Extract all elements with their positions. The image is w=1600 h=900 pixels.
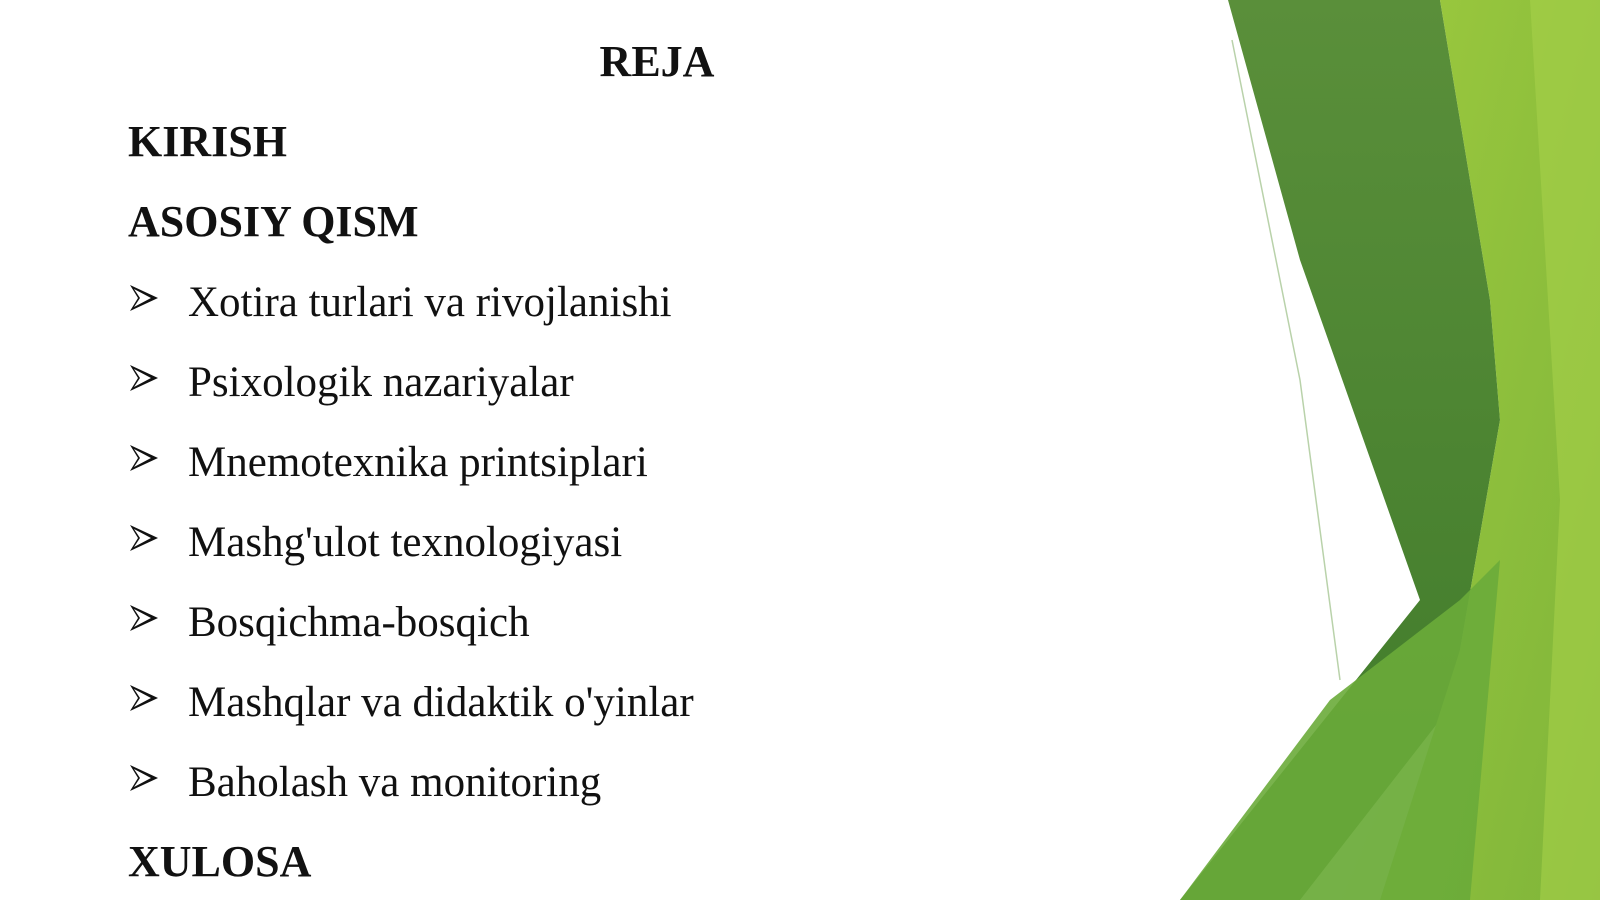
- list-item: [128, 676, 1028, 736]
- arrowhead-bullet-icon: [128, 362, 160, 394]
- list-item-label: Mashg'ulot texnologiyasi: [188, 519, 623, 566]
- list-item-label: Mashqlar va didaktik o'yinlar: [188, 679, 694, 726]
- conclusion-heading: XULOSA: [128, 837, 312, 886]
- list-item: [128, 436, 1028, 496]
- arrowhead-bullet-icon: [128, 602, 160, 634]
- intro-heading: KIRISH: [128, 117, 287, 166]
- list-item: [128, 756, 1028, 816]
- list-item: [128, 596, 1028, 656]
- list-item-label: Mnemotexnika printsiplari: [188, 439, 648, 486]
- list-item-label: Psixologik nazariyalar: [188, 359, 574, 406]
- arrowhead-bullet-icon: [128, 282, 160, 314]
- arrowhead-bullet-icon: [128, 442, 160, 474]
- arrowhead-bullet-icon: [128, 762, 160, 794]
- list-item-label: Bosqichma-bosqich: [188, 599, 530, 646]
- arrowhead-bullet-icon: [128, 682, 160, 714]
- list-item: [128, 276, 1028, 336]
- list-item: [128, 356, 1028, 416]
- list-item-label: Baholash va monitoring: [188, 759, 602, 806]
- arrowhead-bullet-icon: [128, 522, 160, 554]
- list-item-label: Xotira turlari va rivojlanishi: [188, 279, 672, 326]
- slide-title: REJA: [599, 37, 715, 86]
- list-item: [128, 516, 1028, 576]
- main-part-heading: ASOSIY QISM: [128, 197, 419, 246]
